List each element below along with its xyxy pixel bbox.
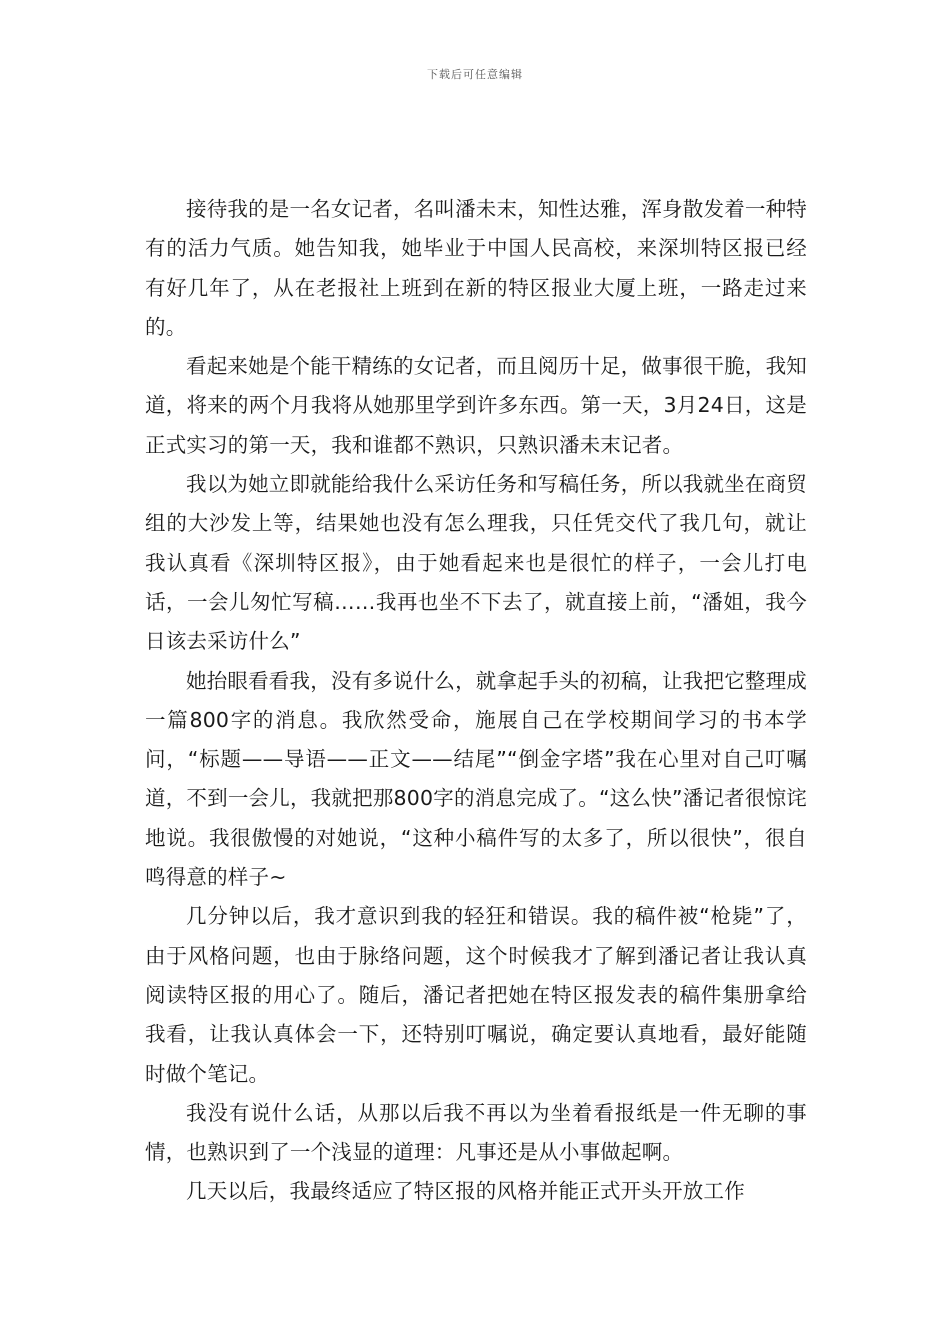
paragraph-4: 她抬眼看看我，没有多说什么，就拿起手头的初稿，让我把它整理成一篇800字的消息。我欣然受命，施展自己在学校期间学习的书本学问，“标题——导语——正文——结尾”“倒金字塔”我在心里对自己叮嘱道，不到一会儿，我就把那800字的消息完成了。“这么快”潘记者很惊诧地说。我很傲慢的对她说，“这种小稿件写的太多了，所以很快”，很自鸣得意的样子~ <box>145 668 807 890</box>
paragraph-5: 几分钟以后，我才意识到我的轻狂和错误。我的稿件被“枪毙”了，由于风格问题，也由于脉络问题，这个时候我才了解到潘记者让我认真阅读特区报的用心了。随后，潘记者把她在特区报发表的稿件集册拿给我看，让我认真体会一下，还特别叮嘱说，确定要认真地看，最好能随时做个笔记。 <box>145 904 807 1086</box>
page-header: 下载后可任意编辑 <box>427 68 523 81</box>
document-body <box>145 190 807 1212</box>
paragraph-1: 接待我的是一名女记者，名叫潘未末，知性达雅，浑身散发着一种特有的活力气质。她告知我，她毕业于中国人民高校，来深圳特区报已经有好几年了，从在老报社上班到在新的特区报业大厦上班，一路走过来的。 <box>145 197 807 339</box>
paragraph-7: 几天以后，我最终适应了特区报的风格并能正式开头开放工作 <box>186 1179 745 1204</box>
paragraph-2: 看起来她是个能干精练的女记者，而且阅历十足，做事很干脆，我知道，将来的两个月我将从她那里学到许多东西。第一天，3月24日，这是正式实习的第一天，我和谁都不熟识，只熟识潘未末记者。 <box>145 354 807 457</box>
paragraph-6: 我没有说什么话，从那以后我不再以为坐着看报纸是一件无聊的事情，也熟识到了一个浅显的道理：凡事还是从小事做起啊。 <box>145 1100 807 1165</box>
paragraph-3: 我以为她立即就能给我什么采访任务和写稿任务，所以我就坐在商贸组的大沙发上等，结果她也没有怎么理我，只任凭交代了我几句，就让我认真看《深圳特区报》，由于她看起来也是很忙的样子，一会儿打电话，一会儿匆忙写稿……我再也坐不下去了，就直接上前，“潘姐，我今日该去采访什么” <box>145 472 807 654</box>
